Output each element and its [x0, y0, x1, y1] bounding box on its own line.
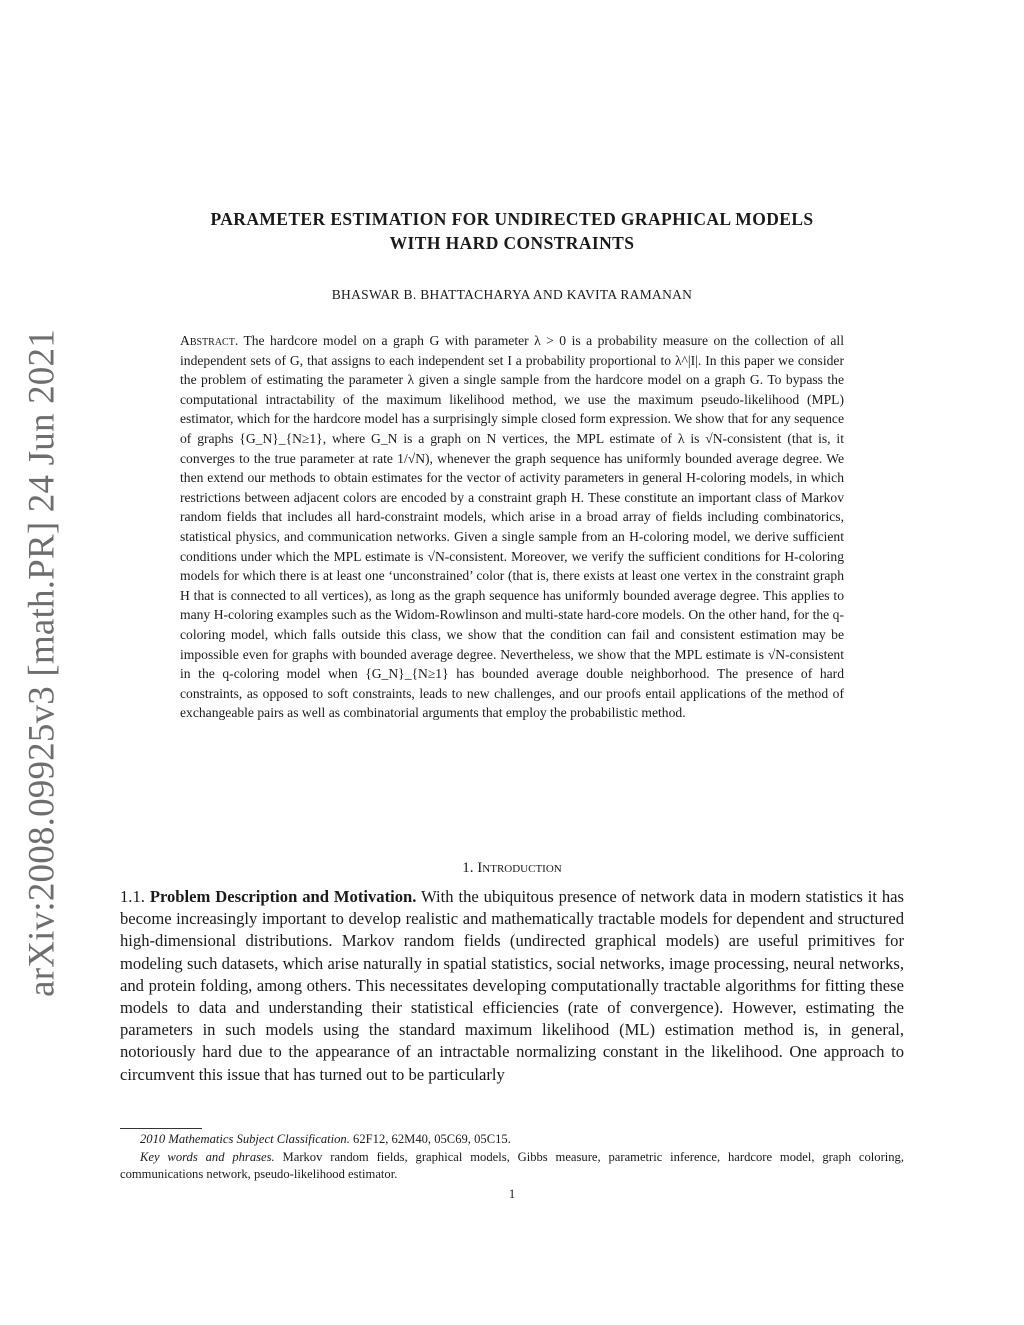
section-title: Introduction: [477, 860, 562, 876]
abstract-text: The hardcore model on a graph G with parameter λ > 0 is a probability measure on the collection of all independent sets of G, that assigns to each independent set I a probability proportional to λ^|I|. In this paper we consider the problem of estimating the parameter λ given a single sample from the hardcore model on a graph G. To bypass the computational intractability of the maximum likelihood method, we use the maximum pseudo-likelihood (MPL) estimator, which for the hardcore model has a surprisingly simple closed form expression. We show that for any sequence of graphs {G_N}_{N≥1}, where G_N is a graph on N vertices, the MPL estimate of λ is √N-consistent (that is, it converges to the true parameter at rate 1/√N), whenever the graph sequence has uniformly bounded average degree. We then extend our methods to obtain estimates for the vector of activity parameters in general H-coloring models, in which restrictions between adjacent colors are encoded by a constraint graph H. These constitute an important class of Markov random fields that includes all hard-constraint models, which arise in a broad array of fields including combinatorics, statistical physics, and communication networks. Given a single sample from an H-coloring model, we derive sufficient conditions under which the MPL estimate is √N-consistent. Moreover, we verify the sufficient conditions for H-coloring models for which there is at least one ‘unconstrained’ color (that is, there exists at least one vertex in the constraint graph H that is connected to all vertices), as long as the graph sequence has uniformly bounded average degree. This applies to many H-coloring examples such as the Widom-Rowlinson and multi-state hard-core models. On the other hand, for the q-coloring model, which falls outside this class, we show that the condition can fail and consistent estimation may be impossible even for graphs with bounded average degree. Nevertheless, we show that the MPL estimate is √N-consistent in the q-coloring model when {G_N}_{N≥1} has bounded average double neighborhood. The presence of hard constraints, as opposed to soft constraints, leads to new challenges, and our proofs entail applications of the method of exchangeable pairs as well as combinatorial arguments that employ the probabilistic method.: [180, 333, 844, 721]
footnote-rule: [120, 1128, 202, 1129]
footnote-msc-text: 62F12, 62M40, 05C69, 05C15.: [353, 1132, 511, 1146]
arxiv-identifier: arXiv:2008.09925v3 [math.PR] 24 Jun 2021: [21, 329, 63, 997]
footnote-msc-label: 2010 Mathematics Subject Classification.: [140, 1132, 350, 1146]
footnote-kw-text: Markov random fields, graphical models, Gibbs measure, parametric inference, hardcore model, graph coloring, communications network, pseudo-likelihood estimator.: [120, 1149, 905, 1181]
section-number: 1.: [462, 860, 474, 876]
intro-paragraph: [120, 886, 904, 1086]
author-list: BHASWAR B. BHATTACHARYA AND KAVITA RAMANAN: [331, 287, 693, 302]
footnote-keywords: [120, 1149, 904, 1184]
abstract-label: Abstract.: [180, 333, 239, 348]
footnotes: [120, 1131, 904, 1184]
title-line-1: PARAMETER ESTIMATION FOR UNDIRECTED GRAPHICAL MODELS: [210, 209, 814, 229]
paper-title: [120, 207, 904, 255]
intro-text: With the ubiquitous presence of network data in modern statistics it has become increasingly important to develop realistic and mathematically tractable models for dependent and structured high-dimensional distributions. Markov random fields (undirected graphical models) are useful primitives for modeling such datasets, which arise naturally in spatial statistics, social networks, image processing, neural networks, and protein folding, among others. This necessitates developing computationally tractable algorithms for fitting these models to data and understanding their statistical efficiencies (rate of convergence). However, estimating the parameters in such models using the standard maximum likelihood (ML) estimation method is, in general, notoriously hard due to the appearance of an intractable normalizing constant in the likelihood. One approach to circumvent this issue that has turned out to be particularly: [120, 887, 904, 1084]
subsection-title: Problem Description and Motivation.: [149, 887, 417, 906]
footnote-msc: [120, 1131, 904, 1149]
page-number: 1: [508, 1187, 516, 1201]
arxiv-sidebar-stamp: [14, 329, 70, 997]
section-heading: [120, 860, 904, 877]
subsection-number: 1.1.: [120, 887, 145, 906]
title-line-2: WITH HARD CONSTRAINTS: [389, 233, 635, 253]
footnote-kw-label: Key words and phrases.: [140, 1149, 275, 1164]
abstract: [180, 331, 844, 723]
